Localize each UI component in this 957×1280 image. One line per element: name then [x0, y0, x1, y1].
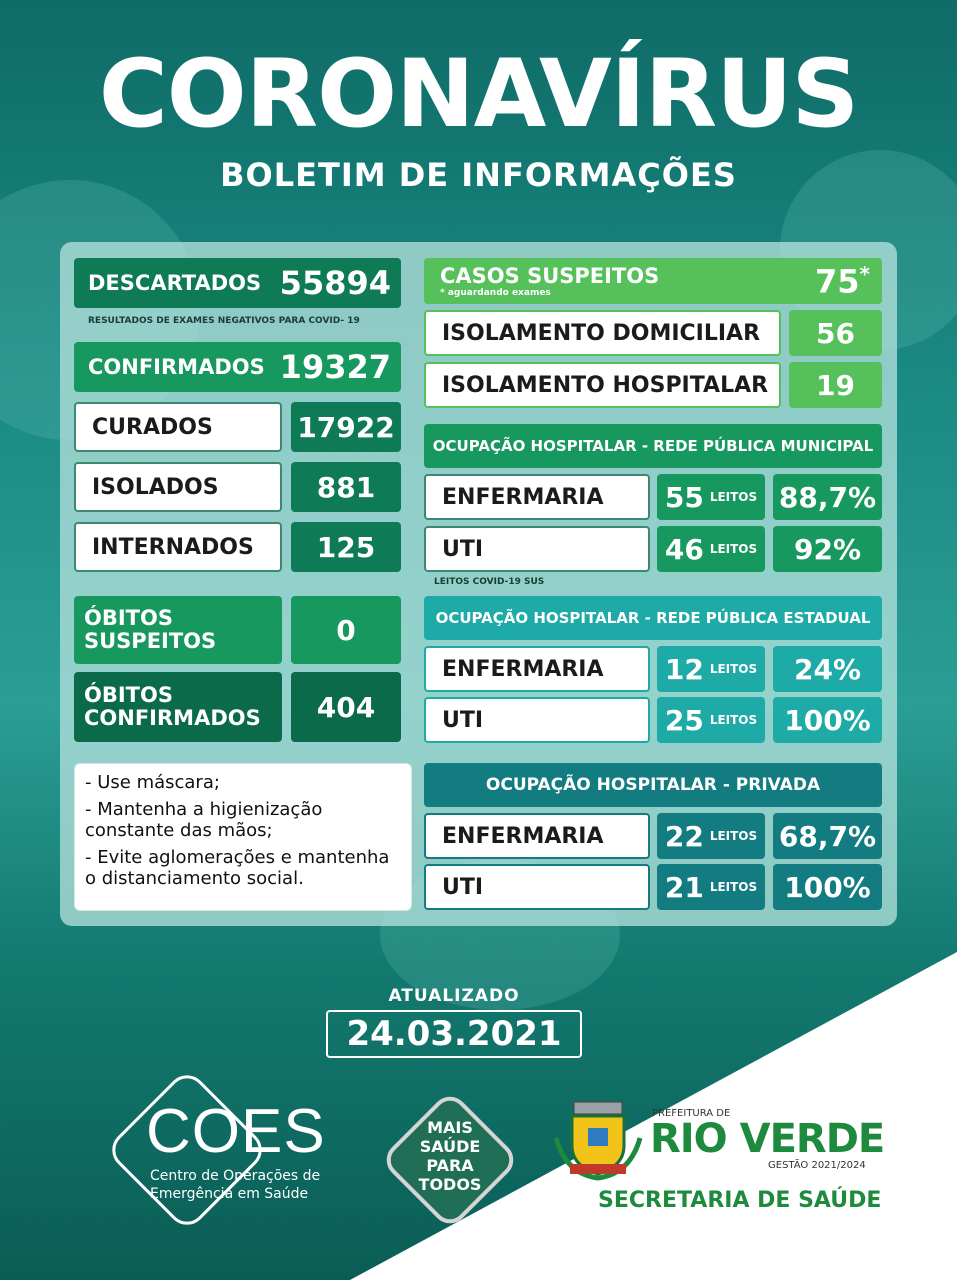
municipal-enf-leitos: 55	[664, 480, 704, 514]
privada-enf-label: ENFERMARIA	[442, 823, 604, 849]
page-title: CORONAVÍRUS	[98, 40, 859, 149]
obitos-suspeitos-value: 0	[336, 613, 356, 647]
municipal-uti-label: UTI	[442, 536, 484, 562]
isolados-value: 881	[316, 470, 376, 504]
updated-date: 24.03.2021	[326, 1010, 582, 1058]
descartados-value: 55894	[279, 264, 391, 302]
tip-item: - Evite aglomerações e mantenha o distanciamento social.	[85, 847, 390, 889]
confirmados-value: 19327	[279, 348, 391, 386]
badge-line: TODOS	[418, 1175, 482, 1194]
leitos-word: LEITOS	[709, 829, 758, 843]
prevention-tips	[74, 763, 412, 911]
casos-suspeitos-value: 75	[815, 262, 860, 301]
descartados-label: DESCARTADOS	[88, 271, 262, 295]
estadual-title-text: OCUPAÇÃO HOSPITALAR - REDE PÚBLICA ESTADUAL	[435, 609, 871, 627]
privada-uti-leitos-box	[657, 864, 765, 910]
curados-value-box	[291, 402, 401, 452]
privada-uti-label-box	[424, 864, 650, 910]
privada-title	[424, 763, 882, 807]
municipal-enf-label: ENFERMARIA	[442, 484, 604, 510]
leitos-word: LEITOS	[709, 490, 758, 504]
privada-enf-leitos-box	[657, 813, 765, 859]
privada-uti-leitos: 21	[664, 870, 704, 904]
estadual-enf-pct: 24%	[793, 652, 862, 686]
isol-hosp-value-box	[789, 362, 882, 408]
tip-item: - Use máscara;	[85, 772, 220, 793]
estadual-uti-pct-box	[773, 697, 882, 743]
privada-uti-label: UTI	[442, 874, 484, 900]
confirmados-box	[74, 342, 401, 392]
isol-hosp-label-box	[424, 362, 781, 408]
casos-suspeitos-asterisk: *	[859, 261, 870, 286]
obitos-suspeitos-label-box	[74, 596, 282, 664]
tip-item: - Mantenha a higienização constante das mãos;	[85, 799, 323, 841]
obitos-confirmados-value: 404	[316, 690, 376, 724]
obitos-suspeitos-label-1: ÓBITOS	[84, 606, 173, 630]
estadual-title	[424, 596, 882, 640]
municipal-enf-leitos-box	[657, 474, 765, 520]
estadual-enf-pct-box	[773, 646, 882, 692]
isolados-value-box	[291, 462, 401, 512]
municipal-uti-leitos-box	[657, 526, 765, 572]
isol-hosp-label: ISOLAMENTO HOSPITALAR	[442, 372, 769, 398]
internados-label: INTERNADOS	[92, 534, 254, 560]
municipal-enf-label-box	[424, 474, 650, 520]
casos-suspeitos-note: * aguardando exames	[440, 288, 551, 298]
privada-enf-leitos: 22	[664, 819, 704, 853]
badge-line: MAIS	[427, 1118, 473, 1137]
estadual-uti-label: UTI	[442, 707, 484, 733]
updated-label: ATUALIZADO	[388, 986, 520, 1006]
prefeitura-small: PREFEITURA DE	[652, 1108, 731, 1119]
municipal-uti-pct: 92%	[793, 532, 862, 566]
casos-suspeitos-box	[424, 258, 882, 304]
curados-label: CURADOS	[92, 414, 213, 440]
mais-saude-badge	[400, 1118, 500, 1194]
internados-value-box	[291, 522, 401, 572]
coes-logo-line1: Centro de Operações de	[150, 1168, 321, 1184]
municipal-enf-pct-box	[773, 474, 882, 520]
privada-uti-pct-box	[773, 864, 882, 910]
privada-enf-label-box	[424, 813, 650, 859]
badge-line: SAÚDE	[419, 1137, 481, 1156]
secretaria-saude: SECRETARIA DE SAÚDE	[598, 1188, 882, 1213]
municipal-uti-leitos: 46	[664, 532, 704, 566]
isol-dom-label-box	[424, 310, 781, 356]
estadual-uti-leitos-box	[657, 697, 765, 743]
municipal-uti-pct-box	[773, 526, 882, 572]
municipal-enf-pct: 88,7%	[778, 480, 877, 514]
estadual-uti-label-box	[424, 697, 650, 743]
estadual-enf-label-box	[424, 646, 650, 692]
isolados-label: ISOLADOS	[92, 474, 219, 500]
obitos-confirmados-label-2: CONFIRMADOS	[84, 706, 261, 730]
leitos-word: LEITOS	[709, 542, 758, 556]
municipal-uti-label-box	[424, 526, 650, 572]
curados-label-box	[74, 402, 282, 452]
municipal-title-text: OCUPAÇÃO HOSPITALAR - REDE PÚBLICA MUNICIPAL	[432, 437, 874, 455]
privada-enf-pct: 68,7%	[778, 819, 877, 853]
leitos-word: LEITOS	[709, 713, 758, 727]
privada-uti-pct: 100%	[784, 870, 871, 904]
leitos-word: LEITOS	[709, 880, 758, 894]
coes-logo-name: COES	[146, 1097, 326, 1166]
privada-title-text: OCUPAÇÃO HOSPITALAR - PRIVADA	[485, 775, 821, 795]
municipal-note: LEITOS COVID-19 SUS	[434, 577, 545, 587]
isol-dom-label: ISOLAMENTO DOMICILIAR	[442, 320, 761, 346]
casos-suspeitos-label: CASOS SUSPEITOS	[440, 264, 660, 288]
estadual-enf-leitos: 12	[664, 652, 704, 686]
estadual-enf-leitos-box	[657, 646, 765, 692]
obitos-confirmados-label-box	[74, 672, 282, 742]
gestao-text: GESTÃO 2021/2024	[768, 1160, 866, 1171]
badge-line: PARA	[426, 1156, 474, 1175]
curados-value: 17922	[297, 410, 395, 444]
isol-dom-value-box	[789, 310, 882, 356]
privada-enf-pct-box	[773, 813, 882, 859]
estadual-uti-leitos: 25	[664, 703, 704, 737]
isolados-label-box	[74, 462, 282, 512]
estadual-uti-pct: 100%	[784, 703, 871, 737]
rio-verde-name: RIO VERDE	[650, 1116, 885, 1162]
descartados-note: RESULTADOS DE EXAMES NEGATIVOS PARA COVID- 19	[88, 316, 360, 326]
estadual-enf-label: ENFERMARIA	[442, 656, 604, 682]
rio-verde-crest	[552, 1098, 644, 1182]
municipal-title	[424, 424, 882, 468]
descartados-box	[74, 258, 401, 308]
page-subtitle: BOLETIM DE INFORMAÇÕES	[220, 156, 737, 194]
obitos-confirmados-value-box	[291, 672, 401, 742]
internados-label-box	[74, 522, 282, 572]
obitos-confirmados-label-1: ÓBITOS	[84, 683, 173, 707]
confirmados-label: CONFIRMADOS	[88, 355, 265, 379]
isol-hosp-value: 19	[816, 368, 855, 402]
isol-dom-value: 56	[816, 316, 855, 350]
internados-value: 125	[316, 530, 376, 564]
obitos-suspeitos-value-box	[291, 596, 401, 664]
obitos-suspeitos-label-2: SUSPEITOS	[84, 629, 217, 653]
coes-logo-line2: Emergência em Saúde	[150, 1186, 309, 1202]
leitos-word: LEITOS	[709, 662, 758, 676]
